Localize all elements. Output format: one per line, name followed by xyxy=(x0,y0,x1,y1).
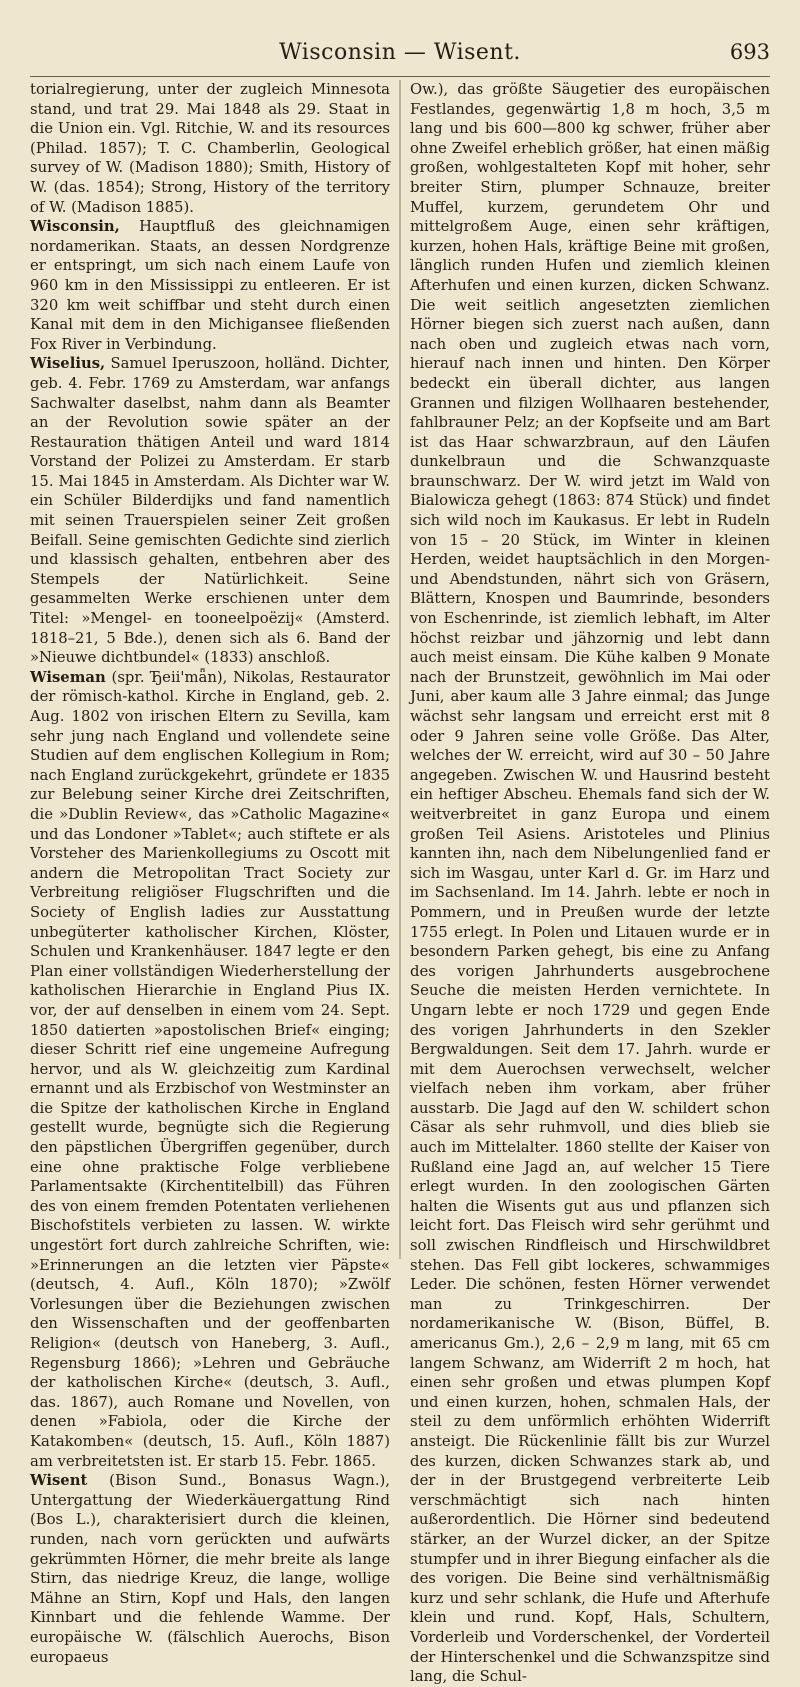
entry-text: Samuel Iperuszoon, holländ. Dichter, geb. 4. Febr. 1769 zu Amsterdam, war anfangs Sachwalter daselbst, nahm dann als Beamter an der Revolution sowie später an der Restauration thätigen Anteil und ward 1814 Vorstand der Polizei zu Amsterdam. Er starb 15. Mai 1845 in Amsterdam. Als Dichter war W. ein Schüler Bilderdijks und fand namentlich mit seinen Trauerspielen seiner Zeit großen Beifall. Seine gemischten Gedichte sind zierlich und klassisch gehalten, entbehren aber des Stempels der Natürlichkeit. Seine gesammelten Werke erschienen unter dem Titel: »Mengel- en tooneelpoëzij« (Amsterd. 1818–21, 5 Bde.), denen sich als 6. Band der »Nieuwe dichtbundel« (1833) anschloß. xyxy=(30,355,390,667)
running-title: Wisconsin — Wisent. xyxy=(279,40,521,65)
entry-headword: Wiselius, xyxy=(30,355,106,373)
running-head xyxy=(0,36,800,70)
page-number: 693 xyxy=(729,40,770,64)
entry-wisent-continued: Ow.), das größte Säugetier des europäischen Festlandes, gegenwärtig 1,8 m hoch, 3,5 m lang und bis 600—800 kg schwer, früher aber ohne Zweifel erheblich größer, hat einen mäßig großen, wohlgestalteten Kopf mit hoher, sehr breiter Stirn, plumper Schnauze, breiter Muffel, kurzem, gerundetem Ohr und mittelgroßem Auge, einen sehr kräftigen, kurzen, hohen Hals, kräftige Beine mit großen, länglich runden Hufen und ziemlich kleinen Afterhufen und einen kurzen, dicken Schwanz. Die weit seitlich angesetzten ziemlichen Hörner biegen sich zuerst nach außen, dann nach oben und zugleich etwas nach vorn, hierauf nach innen und hinten. Den Körper bedeckt ein überall dichter, aus langen Grannen und filzigen Wollhaaren bestehender, fahlbrauner Pelz; an der Kopfseite und am Bart ist das Haar schwarzbraun, auf den Läufen dunkelbraun und die Schwanzquaste braunschwarz. Der W. wird jetzt im Wald von Bialowicza gehegt (1863: 874 Stück) und findet sich wild noch im Kaukasus. Er lebt in Rudeln von 15 – 20 Stück, im Winter in kleinen Herden, weidet hauptsächlich in den Morgen- und Abendstunden, nährt sich von Gräsern, Blättern, Knospen und Baumrinde, besonders von Eschenrinde, ist ziemlich lebhaft, im Alter höchst reizbar und jähzornig und lebt dann auch meist einsam. Die Kühe kalben 9 Monate nach der Brunstzeit, gewöhnlich im Mai oder Juni, aber kaum alle 3 Jahre einmal; das Junge wächst sehr langsam und erreicht erst mit 8 oder 9 Jahren seine volle Größe. Das Alter, welches der W. erreicht, wird auf 30 – 50 Jahre angegeben. Zwischen W. und Hausrind besteht ein heftiger Abscheu. Ehemals fand sich der W. weitverbreitet in ganz Europa und einem großen Teil Asiens. Aristoteles und Plinius kannten ihn, nach dem Nibelungenlied fand er sich im Wasgau, unter Karl d. Gr. im Harz und im Sachsenland. Im 14. Jahrh. lebte er noch in Pommern, und in Preußen wurde der letzte 1755 erlegt. In Polen und Litauen wurde er in besondern Parken gehegt, bis eine zu Anfang des vorigen Jahrhunderts ausgebrochene Seuche die meisten Herden vernichtete. In Ungarn lebte er noch 1729 und gegen Ende des vorigen Jahrhunderts in den Szekler Bergwaldungen. Seit dem 17. Jahrh. wurde er mit dem Auerochsen verwechselt, welcher vielfach neben ihm vorkam, aber früher ausstarb. Die Jagd auf den W. schildert schon Cäsar als sehr ruhmvoll, und dies blieb sie auch im Mittelalter. 1860 stellte der Kaiser von Rußland eine Jagd an, auf welcher 15 Tiere erlegt wurden. In den zoologischen Gärten halten die Wisents gut aus und pflanzen sich leicht fort. Das Fleisch wird sehr gerühmt und soll zwischen Rindfleisch und Hirschwildbret stehen. Das Fell gibt lockeres, schwammiges Leder. Die schönen, festen Hörner verwendet man zu Trinkgeschirren. Der nordamerikanische W. (Bison, Büffel, B. americanus Gm.), 2,6 – 2,9 m lang, mit 65 cm langem Schwanz, am Widerrift 2 m hoch, hat einen sehr großen und etwas plumpen Kopf und einen kurzen, hohen, schmalen Hals, der steil zu dem unförmlich erhöhten Widerrift ansteigt. Die Rückenlinie fällt bis zur Wurzel des kurzen, dicken Schwanzes stark ab, und der in der Brustgegend verbreiterte Leib verschmächtigt sich nach hinten außerordentlich. Die Hörner sind bedeutend stärker, an der Wurzel dicker, an der Spitze stumpfer und in ihrer Biegung einfacher als die des vorigen. Die Beine sind verhältnismäßig kurz und sehr schlank, die Hufe und Afterhufe klein und rund. Kopf, Hals, Schultern, Vorderleib und Vorderschenkel, der Vorderteil der Hinterschenkel und die Schwanzspitze sind lang, die Schul- xyxy=(410,81,770,1686)
entry-wisconsin-state-continued: torialregierung, unter der zugleich Minnesota stand, und trat 29. Mai 1848 als 29. Staat in die Union ein. Vgl. Ritchie, W. and its resources (Philad. 1857); T. C. Chamberlin, Geological survey of W. (Madison 1880); Smith, History of W. (das. 1854); Strong, History of the territory of W. (Madison 1885). xyxy=(30,81,390,216)
entry-headword: Wisent xyxy=(30,1472,88,1490)
entry-wisent xyxy=(30,1471,390,1667)
entry-text: Hauptfluß des gleichnamigen nordamerikan. Staats, an dessen Nordgrenze er entspringt, um sich nach einem Laufe von 960 km in den Mississippi zu entleeren. Er ist 320 km weit schiffbar und steht durch einen Kanal mit dem in den Michigansee fließenden Fox River in Verbindung. xyxy=(30,218,390,353)
entry-wiselius xyxy=(30,354,390,668)
right-column xyxy=(410,80,770,1687)
entry-headword: Wisconsin, xyxy=(30,218,120,236)
entry-wiseman xyxy=(30,668,390,1471)
entry-headword: Wiseman xyxy=(30,668,106,686)
entry-text: (spr. Ђeii'mǟn), Nikolas, Restaurator der römisch-kathol. Kirche in England, geb. 2. Aug. 1802 von irischen Eltern zu Sevilla, kam sehr jung nach England und vollendete seine Studien auf dem englischen Kollegium in Rom; nach England zurückgekehrt, gründete er 1835 zur Belebung seiner Kirche drei Zeitschriften, die »Dublin Review«, das »Catholic Magazine« und das Londoner »Tablet«; auch stiftete er als Vorsteher des Marienkollegiums zu Oscott mit andern die Metropolitan Tract Society zur Verbreitung religiöser Flugschriften und die Society of English ladies zur Ausstattung unbegüterter katholischer Kirchen, Klöster, Schulen und Krankenhäuser. 1847 legte er den Plan einer vollständigen Wiederherstellung der katholischen Hierarchie in England Pius IX. vor, der auf denselben in einem vom 24. Sept. 1850 datierten »apostolischen Brief« einging; dieser Schritt rief eine ungemeine Aufregung hervor, und als W. gleichzeitig zum Kardinal ernannt und als Erzbischof von Westminster an die Spitze der katholischen Kirche in England gestellt wurde, begnügte sich die Regierung den päpstlichen Übergriffen gegenüber, durch eine ohne praktische Folge verbliebene Parlamentsakte (Kirchentitelbill) das Führen des von einem fremden Potentaten verliehenen Bischofstitels verbieten zu lassen. W. wirkte ungestört fort durch zahlreiche Schriften, wie: »Erinnerungen an die letzten vier Päpste« (deutsch, 4. Aufl., Köln 1870); »Zwölf Vorlesungen über die Beziehungen zwischen den Wissenschaften und der geoffenbarten Religion« (deutsch von Haneberg, 3. Aufl., Regensburg 1866); »Lehren und Gebräuche der katholischen Kirche« (deutsch, 3. Aufl., das. 1867), auch Romane und Novellen, von denen »Fabiola, oder die Kirche der Katakomben« (deutsch, 15. Aufl., Köln 1887) am verbreitetsten ist. Er starb 15. Febr. 1865. xyxy=(30,668,390,1470)
entry-wisconsin-river xyxy=(30,217,390,354)
left-column xyxy=(30,80,390,1687)
header-rule xyxy=(30,76,770,77)
entry-text: (Bison Sund., Bonasus Wagn.), Untergattung der Wiederkäuergattung Rind (Bos L.), charakterisiert durch die kleinen, runden, nach vorn gerückten und aufwärts gekrümmten Hörner, die mehr breite als lange Stirn, das niedrige Kreuz, die lange, wollige Mähne an Stirn, Kopf und Hals, den langen Kinnbart und die fehlende Wamme. Der europäische W. (fälschlich Auerochs, Bison europaeus xyxy=(30,1472,390,1666)
text-columns xyxy=(30,80,770,1686)
